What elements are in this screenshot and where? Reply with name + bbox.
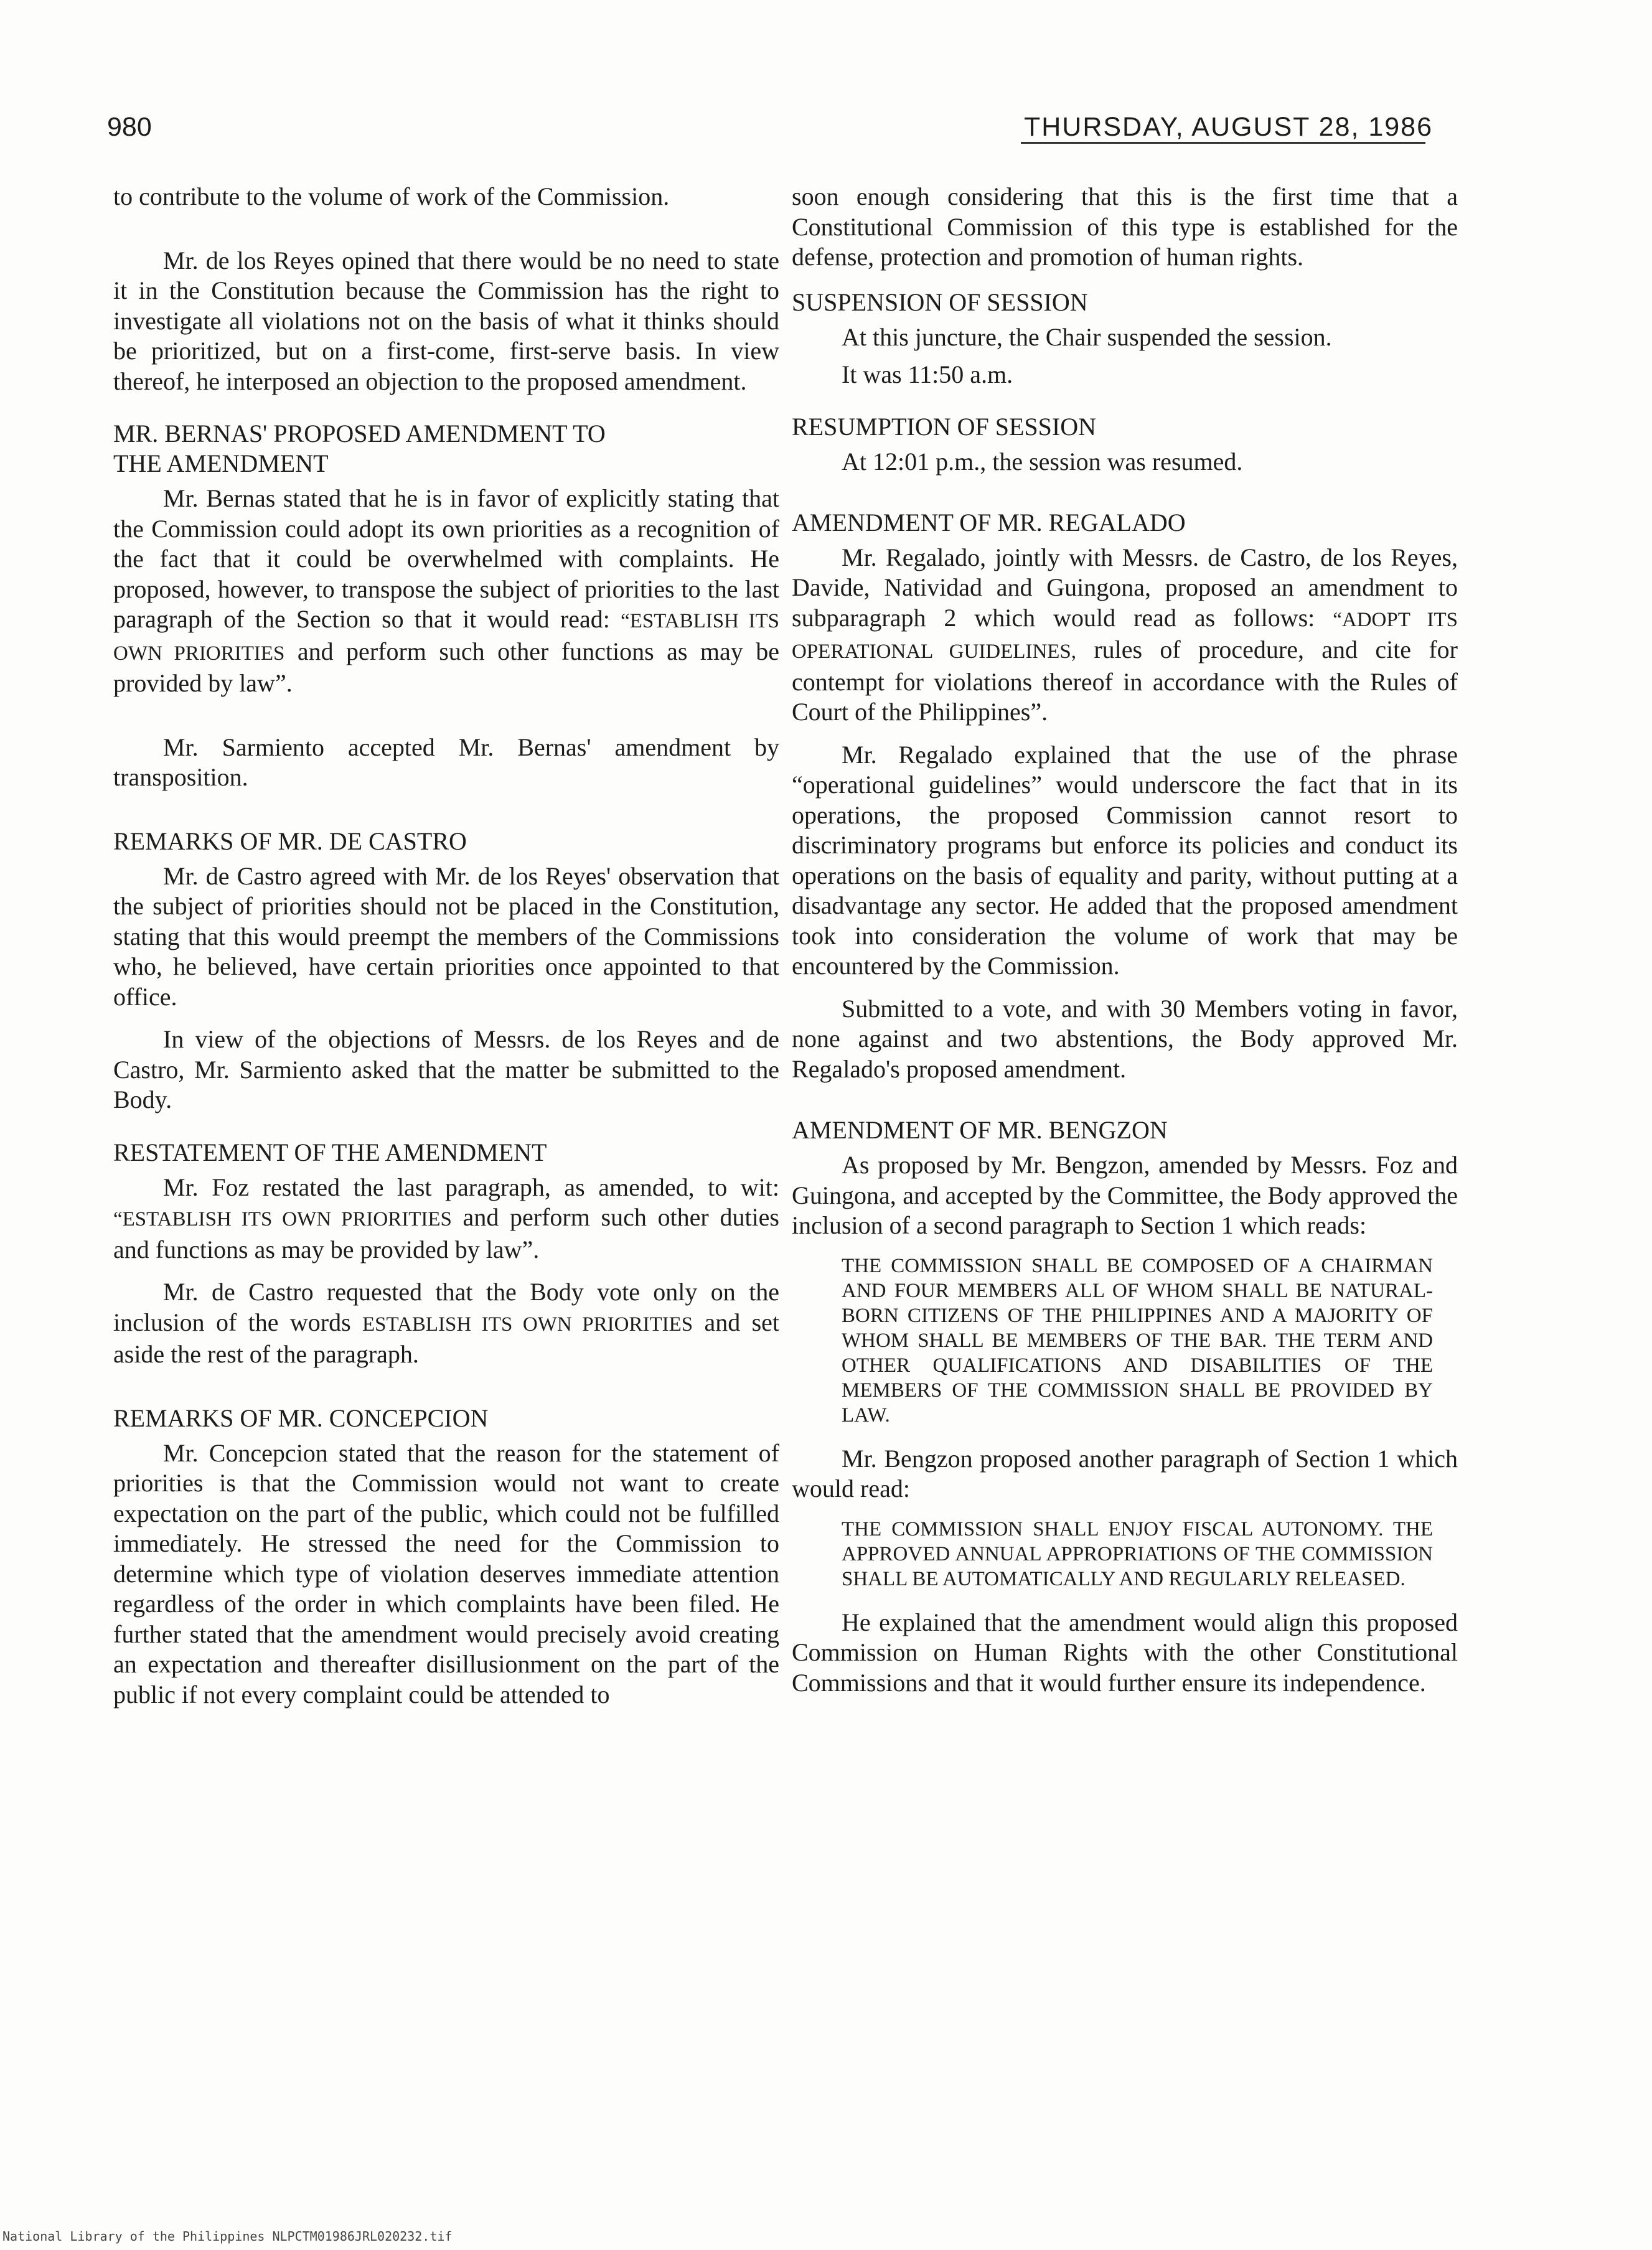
page-number: 980 <box>107 112 152 142</box>
paragraph: Mr. Regalado explained that the use of the phrase “operational guidelines” would underscore the fact that in its operations, the proposed Commission cannot resort to discriminatory programs but enforce its policies and conduct its operations on the basis of equality and parity, without putting at a disadvantage any sector. He added that the proposed amendment took into consideration the volume of work that may be encountered by the Commission. <box>792 740 1458 980</box>
paragraph: Mr. Sarmiento accepted Mr. Bernas' amendment by transposition. <box>113 733 779 791</box>
section-heading: AMENDMENT OF MR. BENGZON <box>792 1116 1168 1144</box>
paragraph: to contribute to the volume of work of the Commission. <box>113 182 670 210</box>
paragraph: He explained that the amendment would align this proposed Commission on Human Rights with the other Constitutional Commissions and that it would further ensure its independence. <box>792 1608 1458 1697</box>
paragraph: Mr. de Castro requested that the Body vote only on the inclusion of the words ESTABLISH ITS OWN PRIORITIES and set aside the rest of the paragraph. <box>113 1278 780 1368</box>
paragraph: Mr. Bernas stated that he is in favor of explicitly stating that the Commission could adopt its own priorities as a recognition of the fact that it could be overwhelmed with complaints. He proposed, however, to transpose the subject of priorities to the last paragraph of the Section so that it would read: “ESTABLISH ITS OWN PRIORITIES and perform such other functions as may be provided by law”. <box>113 484 779 697</box>
paragraph: Mr. de Castro agreed with Mr. de los Reyes' observation that the subject of priorities should not be placed in the Constitution, stating that this would preempt the members of the Commissions who, he believed, have certain priorities once appointed to that office. <box>113 861 779 1011</box>
paragraph: Mr. Concepcion stated that the reason for the statement of priorities is that the Commission would not want to create expectation on the part of the public, which could not be fulfilled immediately. He stressed the need for the Commission to determine which type of violation deserves immediate attention regardless of the order in which complaints have been filed. He further stated that the amendment would precisely avoid creating an expectation and thereafter disillusionment on the part of the public if not every complaint could be attended to <box>113 1438 779 1709</box>
block-quote: THE COMMISSION SHALL BE COMPOSED OF A CHAIRMAN AND FOUR MEMBERS ALL OF WHOM SHALL BE NATURAL-BORN CITIZENS OF THE PHILIPPINES AND A MAJORITY OF WHOM SHALL BE MEMBERS OF THE BAR. THE TERM AND OTHER QUALIFICATIONS AND DISABILITIES OF THE MEMBERS OF THE COMMISSION SHALL BE PROVIDED BY LAW. <box>842 1254 1433 1427</box>
paragraph: Mr. Foz restated the last paragraph, as amended, to wit: “ESTABLISH ITS OWN PRIORITIES and perform such other duties and functions as may be provided by law”. <box>113 1173 780 1263</box>
paragraph: In view of the objections of Messrs. de los Reyes and de Castro, Mr. Sarmiento asked that the matter be submitted to the Body. <box>113 1025 779 1113</box>
paragraph: As proposed by Mr. Bengzon, amended by Messrs. Foz and Guingona, and accepted by the Committee, the Body approved the inclusion of a second paragraph to Section 1 which reads: <box>792 1151 1458 1239</box>
section-heading: SUSPENSION OF SESSION <box>792 288 1088 316</box>
paragraph: Mr. Regalado, jointly with Messrs. de Castro, de los Reyes, Davide, Natividad and Guingona, proposed an amendment to subparagraph 2 which would read as follows: “ADOPT ITS OPERATIONAL GUIDELINES, rules of procedure, and cite for contempt for violations thereof in accordance with the Rules of Court of the Philippines”. <box>792 543 1458 726</box>
section-heading: AMENDMENT OF MR. REGALADO <box>792 508 1186 537</box>
paragraph: Submitted to a vote, and with 30 Members voting in favor, none against and two abstentions, the Body approved Mr. Regalado's proposed amendment. <box>792 994 1458 1083</box>
paragraph: At 12:01 p.m., the session was resumed. <box>842 447 1243 476</box>
scan-source-label: National Library of the Philippines NLPCTM01986JRL020232.tif <box>2 2229 453 2244</box>
header-rule <box>1021 142 1425 144</box>
section-heading: REMARKS OF MR. DE CASTRO <box>113 827 467 855</box>
paragraph: Mr. Bengzon proposed another paragraph of Section 1 which would read: <box>792 1444 1458 1502</box>
paragraph: It was 11:50 a.m. <box>842 360 1013 388</box>
paragraph: At this juncture, the Chair suspended the session. <box>842 322 1332 351</box>
section-heading: RESUMPTION OF SESSION <box>792 412 1096 441</box>
section-heading: MR. BERNAS' PROPOSED AMENDMENT TO THE AMENDMENT <box>113 420 606 477</box>
section-heading: RESTATEMENT OF THE AMENDMENT <box>113 1138 547 1166</box>
paragraph: Mr. de los Reyes opined that there would be no need to state it in the Constitution because the Commission has the right to investigate all violations not on the basis of what it thinks should be prioritized, but on a first-come, first-serve basis. In view thereof, he interposed an objection to the proposed amendment. <box>113 246 779 395</box>
right-column <box>792 182 1458 1710</box>
page-header <box>107 112 1433 149</box>
paragraph: soon enough considering that this is the first time that a Constitutional Commission of this type is established for the defense, protection and promotion of human rights. <box>792 182 1458 271</box>
page-date: THURSDAY, AUGUST 28, 1986 <box>1023 112 1433 142</box>
block-quote: THE COMMISSION SHALL ENJOY FISCAL AUTONOMY. THE APPROVED ANNUAL APPROPRIATIONS OF THE COMMISSION SHALL BE AUTOMATICALLY AND REGULARLY RELEASED. <box>842 1517 1433 1590</box>
left-column <box>113 182 779 1722</box>
section-heading: REMARKS OF MR. CONCEPCION <box>113 1404 489 1432</box>
